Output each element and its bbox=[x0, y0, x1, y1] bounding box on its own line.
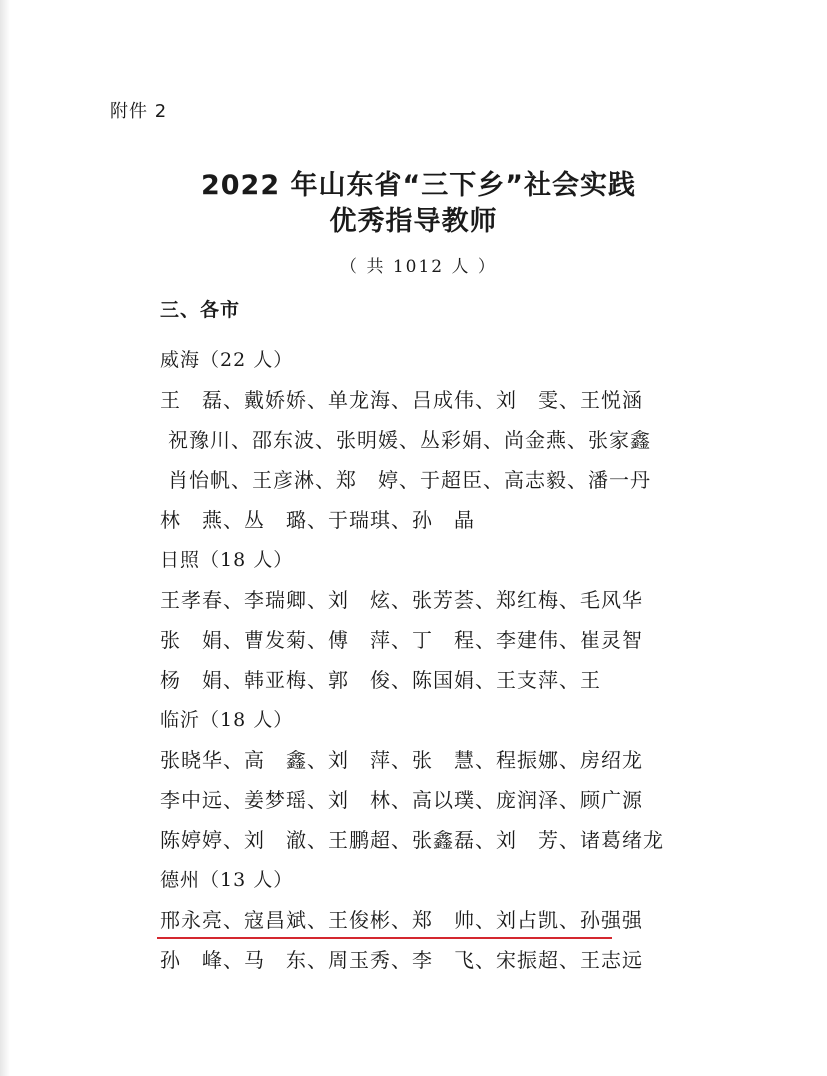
attachment-label: 附件 2 bbox=[110, 101, 168, 122]
name-line-highlighted: 邢永亮、寇昌斌、王俊彬、郑 帅、刘占凯、孙强强 bbox=[160, 908, 643, 932]
group-heading-dezhou: 德州（13 人） bbox=[160, 869, 294, 891]
name-line: 肖怡帆、王彦淋、郑 婷、于超臣、高志毅、潘一丹 bbox=[168, 468, 651, 492]
name-line: 王 磊、戴娇娇、单龙海、吕成伟、刘 雯、王悦涵 bbox=[160, 388, 643, 412]
name-line: 李中远、姜梦瑶、刘 林、高以璞、庞润泽、顾广源 bbox=[160, 788, 643, 812]
group-heading-linyi: 临沂（18 人） bbox=[160, 709, 294, 731]
total-count: （ 共 1012 人 ） bbox=[340, 257, 497, 277]
group-heading-weihai: 威海（22 人） bbox=[160, 349, 294, 371]
page-edge-shadow bbox=[0, 0, 10, 1076]
name-line: 张 娟、曹发菊、傅 萍、丁 程、李建伟、崔灵智 bbox=[160, 628, 643, 652]
name-line: 杨 娟、韩亚梅、郭 俊、陈国娟、王支萍、王 bbox=[160, 668, 601, 692]
name-line: 张晓华、高 鑫、刘 萍、张 慧、程振娜、房绍龙 bbox=[160, 748, 643, 772]
city-groups bbox=[160, 340, 760, 980]
document-title-line-2: 优秀指导教师 bbox=[329, 206, 498, 237]
name-line: 孙 峰、马 东、周玉秀、李 飞、宋振超、王志远 bbox=[160, 948, 643, 972]
red-underline-annotation bbox=[157, 937, 612, 939]
title-block bbox=[0, 168, 827, 282]
name-line: 陈婷婷、刘 澈、王鹏超、张鑫磊、刘 芳、诸葛绪龙 bbox=[160, 828, 664, 852]
name-line: 林 燕、丛 璐、于瑞琪、孙 晶 bbox=[160, 508, 475, 532]
section-heading: 三、各市 bbox=[160, 299, 241, 321]
group-heading-rizhao: 日照（18 人） bbox=[160, 549, 294, 571]
name-line: 祝豫川、邵东波、张明媛、丛彩娟、尚金燕、张家鑫 bbox=[168, 428, 651, 452]
document-title-line-1: 2022 年山东省“三下乡”社会实践 bbox=[200, 170, 637, 201]
name-line: 王孝春、李瑞卿、刘 炫、张芳荟、郑红梅、毛风华 bbox=[160, 588, 643, 612]
